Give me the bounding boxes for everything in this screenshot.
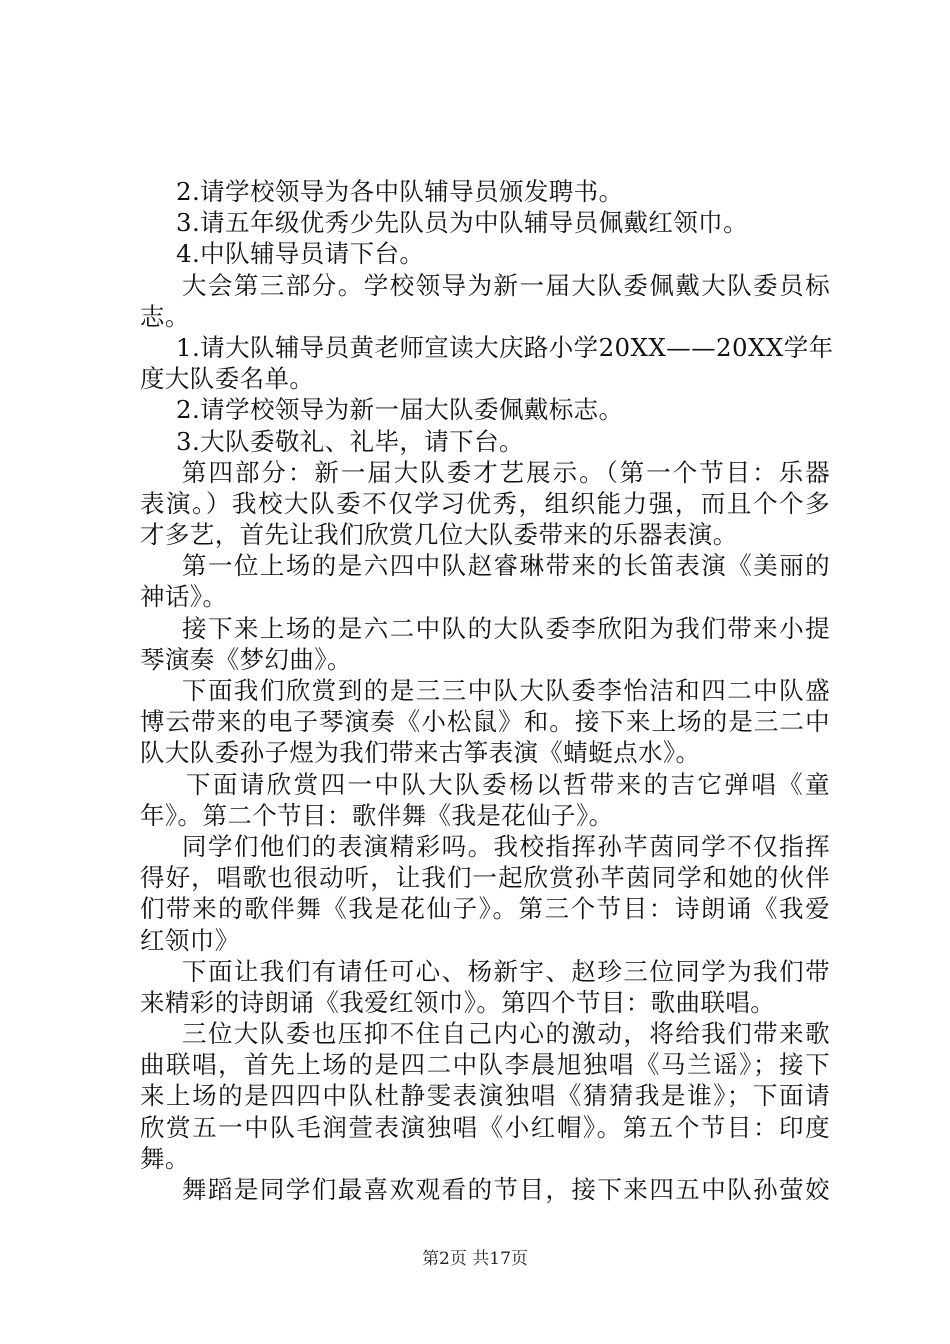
text-line: 下面请欣赏四一中队大队委杨以哲带来的吉它弹唱《童 <box>186 769 830 799</box>
text-line: 舞蹈是同学们最喜欢观看的节目，接下来四五中队孙萤姣 <box>182 1175 830 1204</box>
text-line: 4.中队辅导员请下台。 <box>176 239 425 269</box>
text-line: 博云带来的电子琴演奏《小松鼠》和。接下来上场的是三二中 <box>140 707 830 737</box>
text-line: 神话》。 <box>140 582 228 612</box>
text-line: 红领巾》 <box>140 925 240 955</box>
text-line: 们带来的歌伴舞《我是花仙子》。第三个节目：诗朗诵《我爱 <box>140 894 830 924</box>
text-line: 同学们他们的表演精彩吗。我校指挥孙芊茵同学不仅指挥 <box>182 831 830 861</box>
text-line: 来精彩的诗朗诵《我爱红领巾》。第四个节目：歌曲联唱。 <box>140 987 776 1017</box>
text-line: 才多艺，首先让我们欣赏几位大队委带来的乐器表演。 <box>140 520 738 550</box>
text-line: 曲联唱，首先上场的是四二中队李晨旭独唱《马兰谣》；接下 <box>140 1050 830 1080</box>
text-line: 大会第三部分。学校领导为新一届大队委佩戴大队委员标 <box>182 270 830 300</box>
page-number-footer: 第2页 共17页 <box>422 1249 528 1269</box>
text-line: 度大队委名单。 <box>140 364 315 394</box>
text-line: 第四部分：新一届大队委才艺展示。（第一个节目：乐器 <box>182 457 830 487</box>
text-line: 来上场的是四四中队杜静雯表演独唱《猜猜我是谁》；下面请 <box>140 1081 830 1111</box>
text-line: 1.请大队辅导员黄老师宣读大庆路小学20XX——20XX学年 <box>176 332 834 362</box>
text-line: 3.请五年级优秀少先队员为中队辅导员佩戴红领巾。 <box>176 208 748 238</box>
text-line: 欣赏五一中队毛润萱表演独唱《小红帽》。第五个节目：印度 <box>140 1112 830 1142</box>
text-line: 得好，唱歌也很动听，让我们一起欣赏孙芊茵同学和她的伙伴 <box>140 863 830 893</box>
text-line: 2.请学校领导为各中队辅导员颁发聘书。 <box>176 177 624 206</box>
text-line: 接下来上场的是六二中队的大队委李欣阳为我们带来小提 <box>182 613 830 643</box>
text-line: 琴演奏《梦幻曲》。 <box>140 644 352 674</box>
text-line: 年》。第二个节目：歌伴舞《我是花仙子》。 <box>140 800 614 830</box>
text-line: 表演。）我校大队委不仅学习优秀，组织能力强，而且个个多 <box>140 488 830 518</box>
text-line: 下面让我们有请任可心、杨新宇、赵珍三位同学为我们带 <box>182 956 830 986</box>
document-body <box>140 176 834 1205</box>
text-line: 第一位上场的是六四中队赵睿琳带来的长笛表演《美丽的 <box>182 551 830 581</box>
text-line: 志。 <box>140 301 190 331</box>
text-line: 舞。 <box>140 1143 190 1173</box>
text-line: 3.大队委敬礼、礼毕，请下台。 <box>176 426 524 456</box>
text-line: 三位大队委也压抑不住自己内心的激动，将给我们带来歌 <box>182 1019 830 1049</box>
text-line: 队大队委孙子煜为我们带来古筝表演《蜻蜓点水》。 <box>140 738 701 768</box>
text-line: 2.请学校领导为新一届大队委佩戴标志。 <box>176 395 624 425</box>
text-line: 下面我们欣赏到的是三三中队大队委李怡洁和四二中队盛 <box>182 676 830 705</box>
